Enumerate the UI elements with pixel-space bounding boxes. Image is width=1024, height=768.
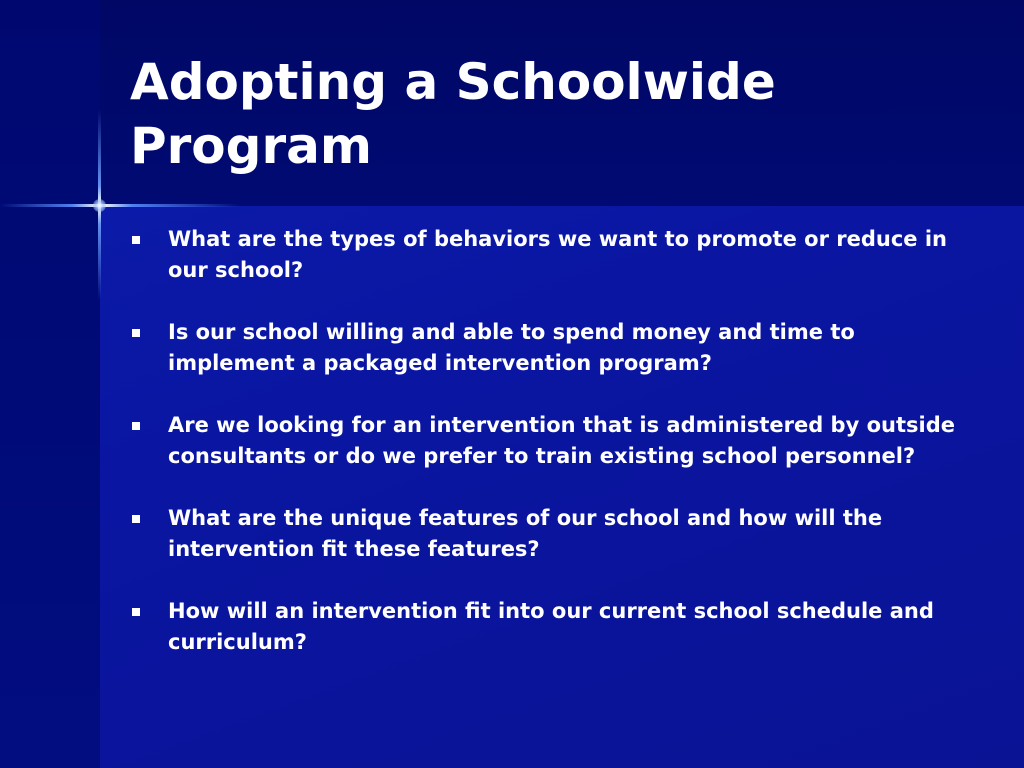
bullet-item <box>130 503 960 565</box>
square-bullet-icon <box>132 608 140 616</box>
square-bullet-icon <box>132 422 140 430</box>
sparkle-horizontal-line <box>0 204 240 207</box>
bullet-text: What are the types of behaviors we want to promote or reduce in our school? <box>168 227 947 282</box>
square-bullet-icon <box>132 515 140 523</box>
bullet-text: Is our school willing and able to spend money and time to implement a packaged intervention program? <box>168 320 855 375</box>
sparkle-icon <box>93 199 106 212</box>
left-band <box>0 0 100 768</box>
slide-title: Adopting a Schoolwide Program <box>130 53 776 175</box>
bullet-item <box>130 410 960 472</box>
bullet-item <box>130 596 960 658</box>
bullet-text: What are the unique features of our school and how will the intervention fit these features? <box>168 506 883 561</box>
bullet-item <box>130 317 960 379</box>
bullet-list <box>130 224 960 689</box>
bullet-text: How will an intervention fit into our current school schedule and curriculum? <box>168 599 934 654</box>
bullet-text: Are we looking for an intervention that is administered by outside consultants or do we prefer to train existing school personnel? <box>168 413 955 468</box>
square-bullet-icon <box>132 236 140 244</box>
bullet-item <box>130 224 960 286</box>
square-bullet-icon <box>132 329 140 337</box>
